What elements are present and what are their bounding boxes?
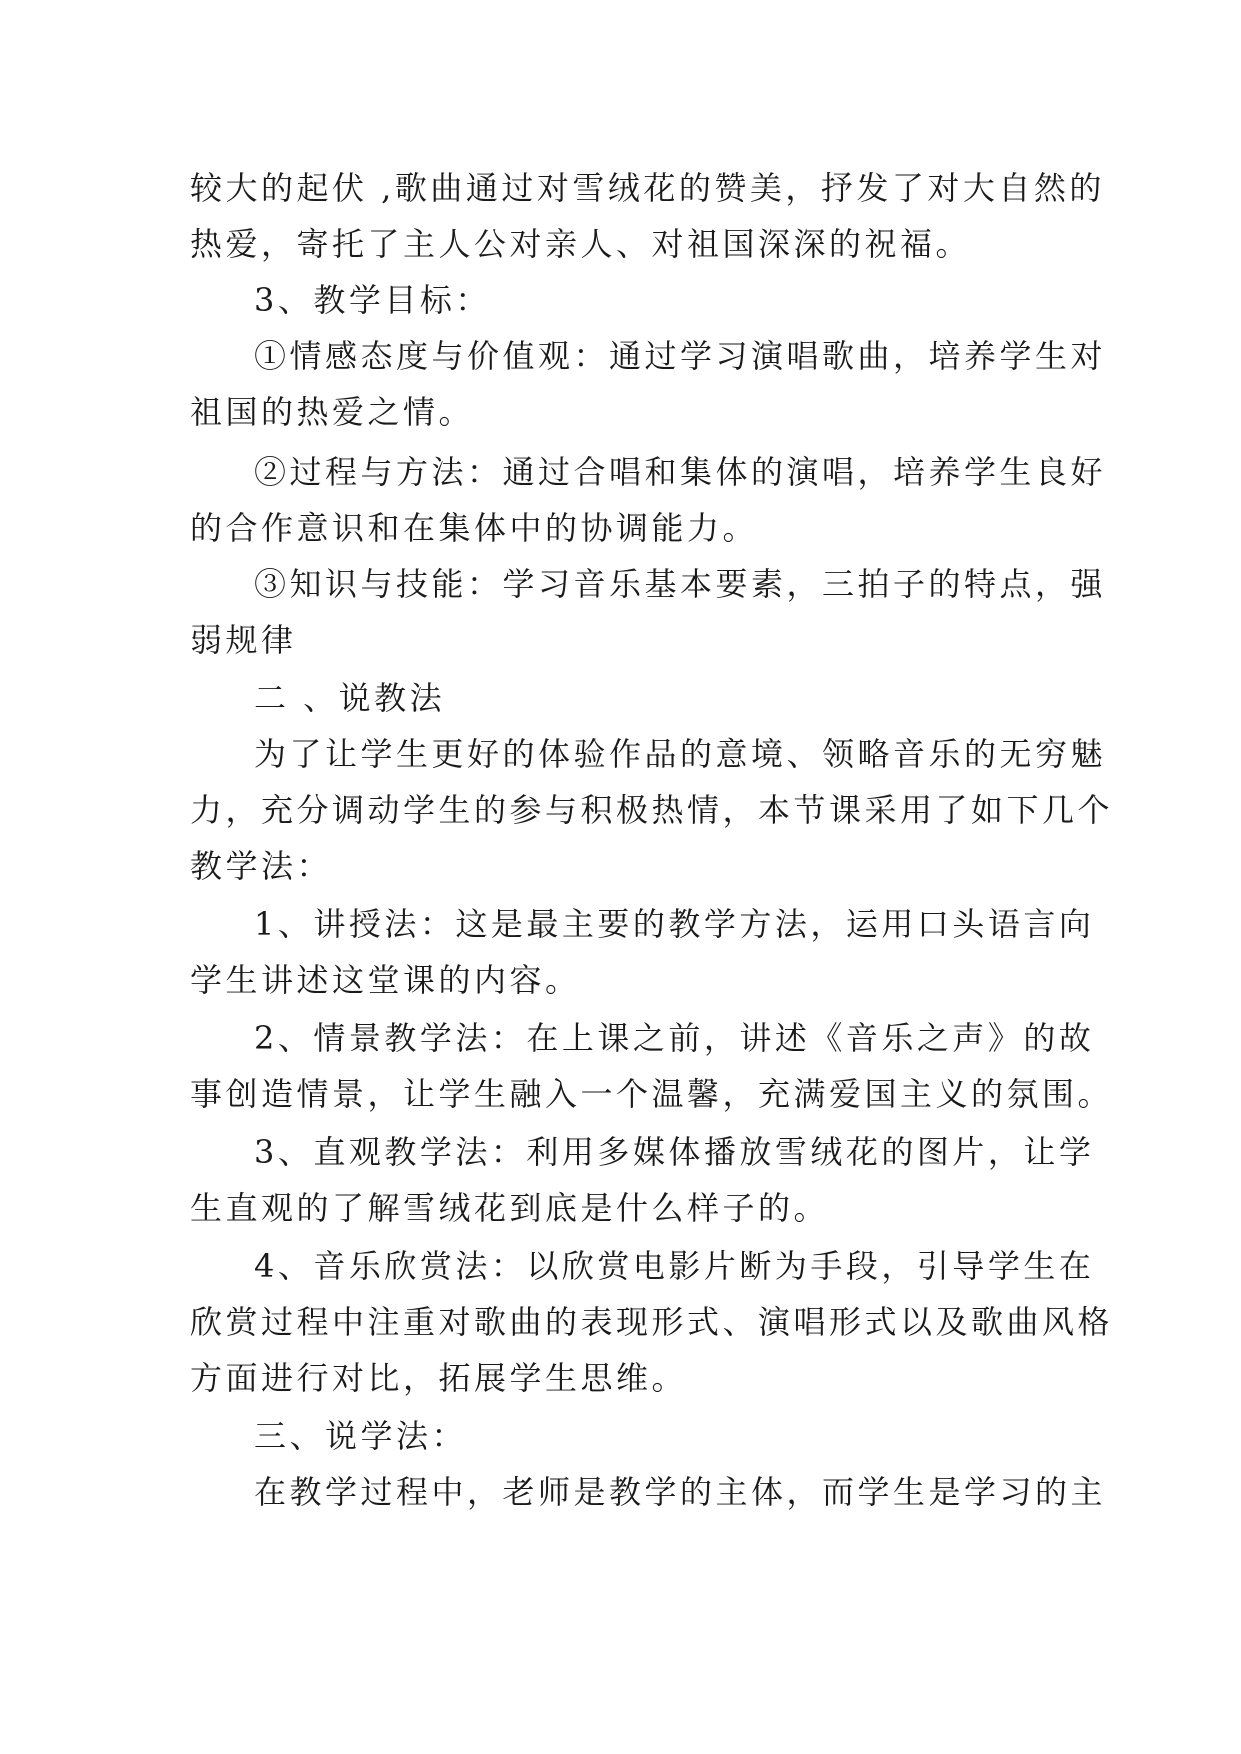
section-heading: 3、教学目标：	[254, 281, 491, 319]
text-line: 热爱，寄托了主人公对亲人、对祖国深深的祝福。	[190, 225, 972, 263]
text-line: 欣赏过程中注重对歌曲的表现形式、演唱形式以及歌曲风格	[190, 1303, 1114, 1341]
text-line: ①情感态度与价值观：通过学习演唱歌曲，培养学生对	[254, 337, 1107, 375]
text-line: 学生讲述这堂课的内容。	[190, 961, 581, 999]
text-line: ③知识与技能：学习音乐基本要素，三拍子的特点，强	[254, 565, 1107, 603]
text-line: 方面进行对比，拓展学生思维。	[190, 1359, 688, 1397]
text-line: 在教学过程中，老师是教学的主体，而学生是学习的主	[254, 1473, 1107, 1511]
text-line: 4、音乐欣赏法：以欣赏电影片断为手段，引导学生在	[254, 1247, 1095, 1285]
text-line: 1、讲授法：这是最主要的教学方法，运用口头语言向	[254, 905, 1095, 943]
text-line: 力，充分调动学生的参与积极热情，本节课采用了如下几个	[190, 791, 1114, 829]
text-line: ②过程与方法：通过合唱和集体的演唱，培养学生良好	[254, 453, 1107, 491]
section-heading: 三、说学法：	[254, 1417, 468, 1455]
text-line: 较大的起伏 ,歌曲通过对雪绒花的赞美，抒发了对大自然的	[190, 169, 1105, 207]
section-heading: 二 、说教法	[254, 679, 446, 717]
text-line: 弱规律	[190, 621, 297, 659]
text-line: 祖国的热爱之情。	[190, 393, 475, 431]
text-line: 教学法：	[190, 847, 333, 885]
text-line: 2、情景教学法：在上课之前，讲述《音乐之声》的故	[254, 1019, 1095, 1057]
text-line: 为了让学生更好的体验作品的意境、领略音乐的无穷魅	[254, 735, 1107, 773]
text-line: 3、直观教学法：利用多媒体播放雪绒花的图片，让学	[254, 1133, 1095, 1171]
text-line: 的合作意识和在集体中的协调能力。	[190, 509, 759, 547]
text-line: 事创造情景，让学生融入一个温馨，充满爱国主义的氛围。	[190, 1075, 1114, 1113]
text-line: 生直观的了解雪绒花到底是什么样子的。	[190, 1189, 830, 1227]
